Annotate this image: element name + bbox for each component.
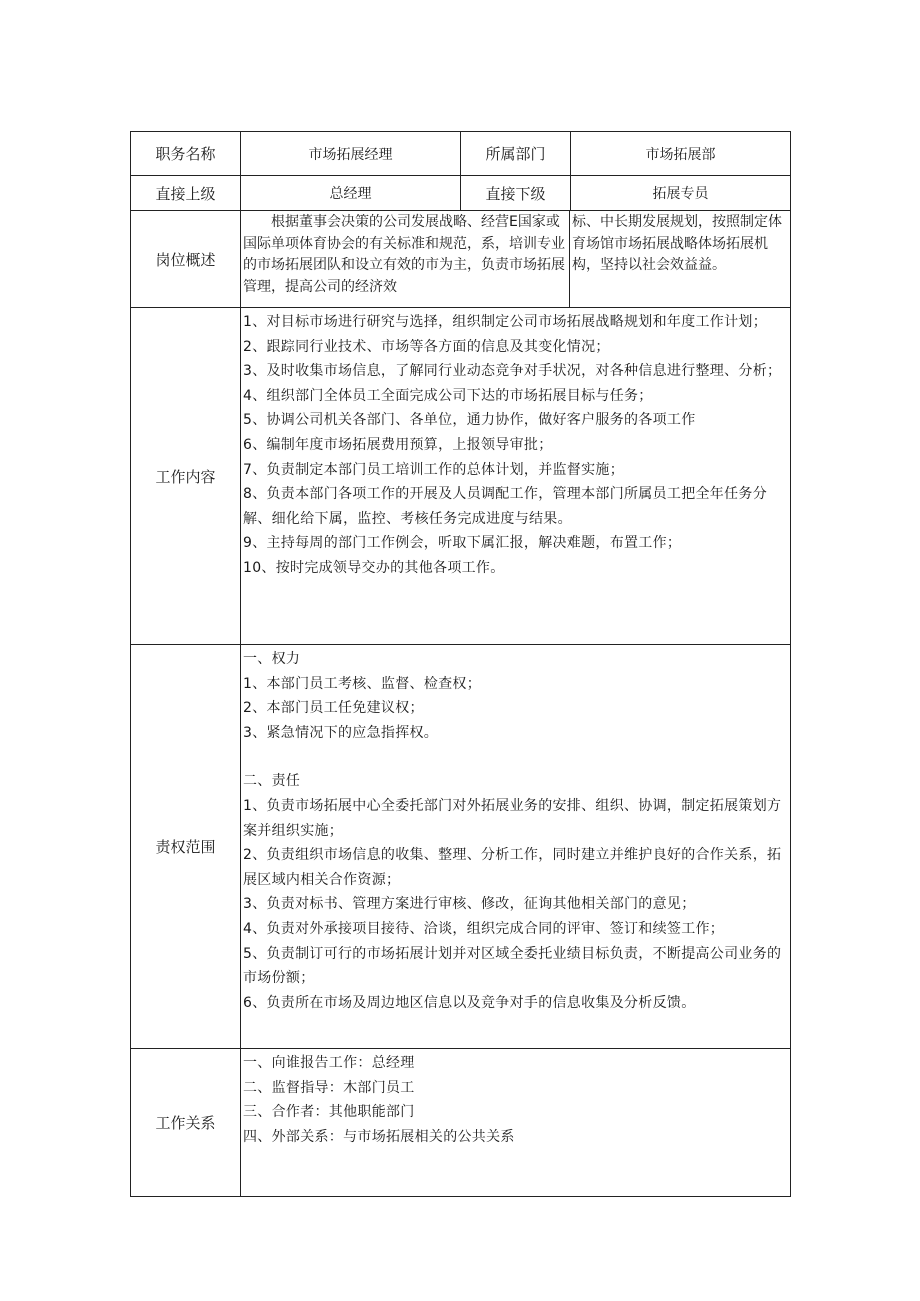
row-title-dept [131,132,791,176]
power-item: 3、紧急情况下的应急指挥权。 [243,724,439,741]
job-description-table [130,131,791,1197]
responsibility-item: 6、负责所在市场及周边地区信息以及竞争对手的信息收集及分析反馈。 [243,994,696,1011]
responsibility-item: 1、负责市场拓展中心全委托部门对外拓展业务的安排、组织、协调，制定拓展策划方案并组织实施； [243,797,782,839]
department-label: 所属部门 [461,132,571,176]
power-item: 2、本部门员工任免建议权； [243,700,424,717]
relation-item: 二、监督指导：木部门员工 [243,1079,415,1096]
relation-item: 一、向谁报告工作：总经理 [243,1055,415,1071]
superior-label: 直接上级 [131,176,241,211]
power-item: 1、本部门员工考核、监督、检查权； [243,675,482,692]
department-value: 市场拓展部 [571,132,791,176]
job-title-value: 市场拓展经理 [241,132,461,176]
summary-right-text: 标、中长期发展规划，按照制定体育场馆市场拓展战略体场拓展机构，坚持以社会效益益。 [572,214,782,273]
duty-item: 2、跟踪同行业技术、市场等各方面的信息及其变化情况； [243,338,610,355]
duty-item: 1、对目标市场进行研究与选择，组织制定公司市场拓展战略规划和年度工作计划； [243,314,768,330]
power-heading: 一、权力 [243,651,301,667]
authority-cell [241,645,791,1049]
duty-item: 8、负责本部门各项工作的开展及人员调配工作，管理本部门所属员工把全年任务分解、细化给下属，监控、考核任务完成进度与结果。 [243,486,768,527]
duty-item: 5、协调公司机关各部门、各单位，通力协作，做好客户服务的各项工作 [243,412,696,429]
row-authority [131,645,791,1049]
row-duties [131,308,791,645]
row-superior-subordinate [131,176,791,211]
row-relations [131,1049,791,1197]
summary-label: 岗位概述 [131,211,241,308]
duty-item: 3、及时收集市场信息，了解同行业动态竞争对手状况，对各种信息进行整理、分析； [243,363,782,380]
duties-cell [241,308,791,645]
job-description-sheet [130,131,790,1197]
subordinate-value: 拓展专员 [571,176,791,211]
duty-item: 9、主持每周的部门工作例会，听取下属汇报，解决难题，布置工作； [243,535,682,552]
duty-item: 7、负责制定本部门员工培训工作的总体计划，并监督实施； [243,461,625,478]
responsibility-item: 4、负责对外承接项目接待、洽谈，组织完成合同的评审、签订和续签工作； [243,920,725,937]
relations-label: 工作关系 [131,1049,241,1197]
duties-label: 工作内容 [131,308,241,645]
authority-label: 责权范围 [131,645,241,1049]
summary-cell [241,211,791,308]
job-title-label: 职务名称 [131,132,241,176]
responsibility-item: 5、负责制订可行的市场拓展计划并对区域全委托业绩目标负责，不断提高公司业务的市场份额； [243,945,782,987]
responsibility-heading: 二、责任 [243,773,301,790]
relation-item: 四、外部关系：与市场拓展相关的公共关系 [243,1128,515,1145]
duty-item: 4、组织部门全体员工全面完成公司下达的市场拓展目标与任务； [243,387,653,404]
responsibility-item: 2、负责组织市场信息的收集、整理、分析工作，同时建立并维护良好的合作关系，拓展区域内相关合作资源； [243,847,782,888]
superior-value: 总经理 [241,176,461,211]
summary-left-text: 根据董事会决策的公司发展战略、经营E国家或国际单项体育协会的有关标准和规范，系，培训专业的市场拓展团队和设立有效的市为主，负责市场拓展管理，提高公司的经济效 [241,211,570,307]
relation-item: 三、合作者：其他职能部门 [243,1104,415,1121]
duty-item: 10、按时完成领导交办的其他各项工作。 [243,559,505,576]
subordinate-label: 直接下级 [461,176,571,211]
row-summary [131,211,791,308]
responsibility-item: 3、负责对标书、管理方案进行审核、修改，征询其他相关部门的意见； [243,896,696,913]
duty-item: 6、编制年度市场拓展费用预算，上报领导审批； [243,436,553,453]
relations-cell [241,1049,791,1197]
